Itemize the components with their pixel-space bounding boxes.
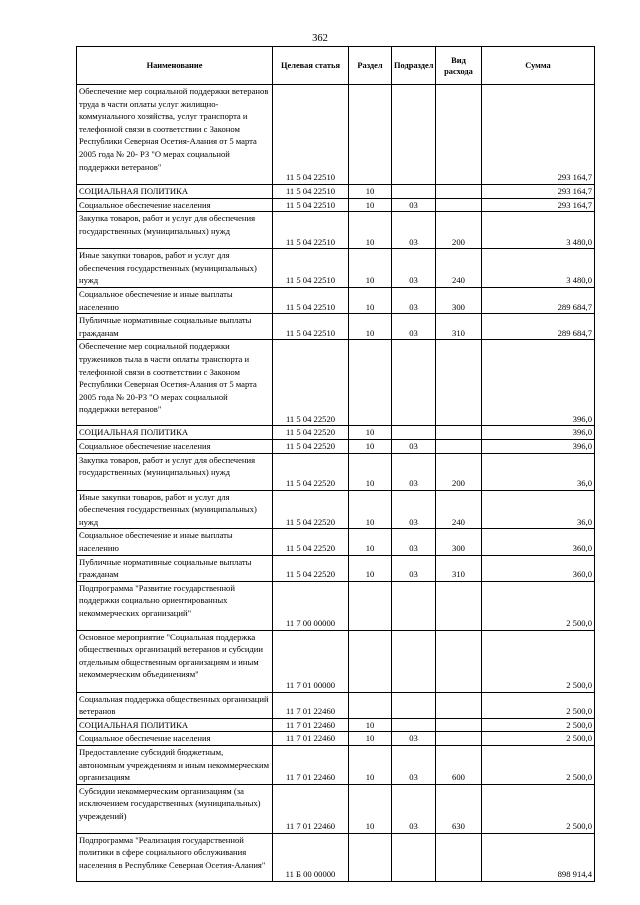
row-kind-cell — [436, 198, 482, 212]
table-row — [77, 185, 595, 199]
row-name-cell: Подпрограмма "Реализация государственной политики в сфере социального обслуживания населения в Республике Северная Осетия-Алания" — [77, 833, 273, 881]
row-code-cell: 11 5 04 22520 — [273, 555, 349, 581]
row-kind-cell — [436, 630, 482, 692]
header-code: Целевая статья — [273, 47, 349, 85]
row-kind-cell — [436, 581, 482, 630]
row-subsection-cell: 03 — [392, 453, 436, 490]
row-sum-cell: 293 164,7 — [482, 198, 595, 212]
row-code-cell: 11 7 01 22460 — [273, 784, 349, 833]
row-subsection-cell: 03 — [392, 287, 436, 313]
table-row — [77, 212, 595, 249]
row-code-cell: 11 5 04 22520 — [273, 490, 349, 529]
row-kind-cell: 310 — [436, 314, 482, 340]
row-section-cell: 10 — [349, 185, 392, 199]
row-sum-cell: 360,0 — [482, 555, 595, 581]
row-name-cell: Обеспечение мер социальной поддержки ветеранов труда в части оплаты услуг жилищно-коммунального хозяйства, услуг транспорта и телефонной связи в соответствии с Законом Республики Северная Осетия-Алания от 5 марта 2005 года № 20- РЗ "О мерах социальной поддержки ветеранов" — [77, 85, 273, 185]
row-subsection-cell — [392, 340, 436, 426]
table-row — [77, 490, 595, 529]
row-kind-cell — [436, 833, 482, 881]
row-code-cell: 11 5 04 22510 — [273, 249, 349, 288]
row-sum-cell: 36,0 — [482, 453, 595, 490]
table-row — [77, 692, 595, 718]
table-row — [77, 581, 595, 630]
table-row — [77, 784, 595, 833]
row-code-cell: 11 5 04 22510 — [273, 185, 349, 199]
row-kind-cell — [436, 718, 482, 732]
row-sum-cell: 289 684,7 — [482, 314, 595, 340]
row-subsection-cell: 03 — [392, 314, 436, 340]
row-subsection-cell: 03 — [392, 746, 436, 785]
row-subsection-cell: 03 — [392, 784, 436, 833]
row-name-cell: Закупка товаров, работ и услуг для обеспечения государственных (муниципальных) нужд — [77, 212, 273, 249]
row-section-cell: 10 — [349, 453, 392, 490]
table-row — [77, 85, 595, 185]
row-section-cell: 10 — [349, 746, 392, 785]
table-row — [77, 732, 595, 746]
table-row — [77, 529, 595, 555]
row-subsection-cell: 03 — [392, 249, 436, 288]
row-kind-cell: 240 — [436, 249, 482, 288]
row-kind-cell: 240 — [436, 490, 482, 529]
table-row — [77, 314, 595, 340]
row-kind-cell: 630 — [436, 784, 482, 833]
row-subsection-cell: 03 — [392, 212, 436, 249]
row-subsection-cell — [392, 185, 436, 199]
header-sum: Сумма — [482, 47, 595, 85]
row-code-cell: 11 5 04 22510 — [273, 314, 349, 340]
row-sum-cell: 289 684,7 — [482, 287, 595, 313]
row-subsection-cell — [392, 718, 436, 732]
row-code-cell: 11 5 04 22510 — [273, 198, 349, 212]
row-section-cell: 10 — [349, 529, 392, 555]
row-kind-cell — [436, 185, 482, 199]
row-sum-cell: 2 500,0 — [482, 581, 595, 630]
row-section-cell — [349, 581, 392, 630]
table-body — [77, 85, 595, 882]
row-subsection-cell: 03 — [392, 529, 436, 555]
row-section-cell: 10 — [349, 784, 392, 833]
table-header-row — [77, 47, 595, 85]
row-subsection-cell: 03 — [392, 490, 436, 529]
row-code-cell: 11 7 00 00000 — [273, 581, 349, 630]
row-code-cell: 11 7 01 22460 — [273, 746, 349, 785]
row-section-cell: 10 — [349, 287, 392, 313]
row-code-cell: 11 7 01 22460 — [273, 732, 349, 746]
table-row — [77, 340, 595, 426]
row-section-cell: 10 — [349, 249, 392, 288]
row-section-cell — [349, 630, 392, 692]
row-subsection-cell — [392, 85, 436, 185]
row-kind-cell: 300 — [436, 287, 482, 313]
row-section-cell — [349, 340, 392, 426]
row-code-cell: 11 7 01 22460 — [273, 692, 349, 718]
row-code-cell: 11 7 01 00000 — [273, 630, 349, 692]
row-code-cell: 11 5 04 22520 — [273, 426, 349, 440]
row-section-cell: 10 — [349, 555, 392, 581]
row-kind-cell — [436, 439, 482, 453]
row-sum-cell: 293 164,7 — [482, 185, 595, 199]
row-sum-cell: 396,0 — [482, 340, 595, 426]
row-name-cell: СОЦИАЛЬНАЯ ПОЛИТИКА — [77, 185, 273, 199]
row-sum-cell: 2 500,0 — [482, 630, 595, 692]
row-name-cell: Социальное обеспечение населения — [77, 198, 273, 212]
row-kind-cell — [436, 692, 482, 718]
row-name-cell: СОЦИАЛЬНАЯ ПОЛИТИКА — [77, 426, 273, 440]
row-name-cell: Социальное обеспечение и иные выплаты населению — [77, 529, 273, 555]
row-name-cell: Социальное обеспечение и иные выплаты населению — [77, 287, 273, 313]
budget-table — [76, 46, 595, 882]
row-kind-cell: 300 — [436, 529, 482, 555]
row-section-cell: 10 — [349, 490, 392, 529]
row-sum-cell: 36,0 — [482, 490, 595, 529]
row-sum-cell: 3 480,0 — [482, 249, 595, 288]
row-section-cell: 10 — [349, 439, 392, 453]
row-code-cell: 11 5 04 22510 — [273, 287, 349, 313]
row-section-cell: 10 — [349, 732, 392, 746]
row-name-cell: Публичные нормативные социальные выплаты гражданам — [77, 314, 273, 340]
row-sum-cell: 360,0 — [482, 529, 595, 555]
table-row — [77, 555, 595, 581]
row-subsection-cell: 03 — [392, 439, 436, 453]
row-section-cell: 10 — [349, 198, 392, 212]
row-sum-cell: 293 164,7 — [482, 85, 595, 185]
row-sum-cell: 2 500,0 — [482, 692, 595, 718]
table-row — [77, 198, 595, 212]
row-section-cell — [349, 85, 392, 185]
table-row — [77, 746, 595, 785]
row-sum-cell: 2 500,0 — [482, 784, 595, 833]
row-section-cell: 10 — [349, 718, 392, 732]
row-kind-cell — [436, 426, 482, 440]
row-sum-cell: 898 914,4 — [482, 833, 595, 881]
table-row — [77, 833, 595, 881]
table-row — [77, 453, 595, 490]
row-name-cell: Подпрограмма "Развитие государственной поддержки социально ориентированных некоммерческих организаций" — [77, 581, 273, 630]
row-code-cell: 11 Б 00 00000 — [273, 833, 349, 881]
table-row — [77, 630, 595, 692]
page-number: 362 — [312, 33, 328, 44]
row-section-cell: 10 — [349, 426, 392, 440]
row-code-cell: 11 7 01 22460 — [273, 718, 349, 732]
row-kind-cell: 200 — [436, 212, 482, 249]
table-row — [77, 426, 595, 440]
row-name-cell: Публичные нормативные социальные выплаты гражданам — [77, 555, 273, 581]
row-kind-cell: 200 — [436, 453, 482, 490]
row-name-cell: Иные закупки товаров, работ и услуг для обеспечения государственных (муниципальных) нужд — [77, 490, 273, 529]
row-code-cell: 11 5 04 22520 — [273, 439, 349, 453]
row-subsection-cell — [392, 581, 436, 630]
table-row — [77, 439, 595, 453]
row-sum-cell: 396,0 — [482, 439, 595, 453]
row-name-cell: Социальное обеспечение населения — [77, 439, 273, 453]
row-name-cell: Социальное обеспечение населения — [77, 732, 273, 746]
row-subsection-cell — [392, 833, 436, 881]
row-sum-cell: 3 480,0 — [482, 212, 595, 249]
header-section: Раздел — [349, 47, 392, 85]
row-kind-cell — [436, 340, 482, 426]
row-section-cell: 10 — [349, 314, 392, 340]
row-sum-cell: 396,0 — [482, 426, 595, 440]
header-name: Наименование — [77, 47, 273, 85]
row-kind-cell: 600 — [436, 746, 482, 785]
row-name-cell: Субсидии некоммерческим организациям (за исключением государственных (муниципальных) учреждений) — [77, 784, 273, 833]
row-code-cell: 11 5 04 22520 — [273, 340, 349, 426]
row-name-cell: Предоставление субсидий бюджетным, автономным учреждениям и иным некоммерческим организациям — [77, 746, 273, 785]
table-row — [77, 287, 595, 313]
row-code-cell: 11 5 04 22510 — [273, 85, 349, 185]
row-subsection-cell: 03 — [392, 732, 436, 746]
row-sum-cell: 2 500,0 — [482, 718, 595, 732]
row-name-cell: Обеспечение мер социальной поддержки тружеников тыла в части оплаты транспорта и телефонной связи в соответствии с Законом Республики Северная Осетия-Алания от 5 марта 2005 года № 20-РЗ "О мерах социальной поддержки ветеранов" — [77, 340, 273, 426]
row-kind-cell: 310 — [436, 555, 482, 581]
row-name-cell: Социальная поддержка общественных организаций ветеранов — [77, 692, 273, 718]
row-code-cell: 11 5 04 22520 — [273, 453, 349, 490]
row-subsection-cell — [392, 630, 436, 692]
row-sum-cell: 2 500,0 — [482, 746, 595, 785]
row-subsection-cell — [392, 692, 436, 718]
header-kind: Вид расхода — [436, 47, 482, 85]
row-name-cell: Основное мероприятие "Социальная поддержка общественных организаций ветеранов и субсидии отдельным общественным организациям и иным некоммерческим объединениям" — [77, 630, 273, 692]
row-subsection-cell — [392, 426, 436, 440]
header-subsection: Подраздел — [392, 47, 436, 85]
row-section-cell: 10 — [349, 212, 392, 249]
row-section-cell — [349, 692, 392, 718]
row-kind-cell — [436, 732, 482, 746]
row-kind-cell — [436, 85, 482, 185]
row-subsection-cell: 03 — [392, 555, 436, 581]
row-name-cell: Иные закупки товаров, работ и услуг для обеспечения государственных (муниципальных) нужд — [77, 249, 273, 288]
table-row — [77, 249, 595, 288]
row-code-cell: 11 5 04 22510 — [273, 212, 349, 249]
row-section-cell — [349, 833, 392, 881]
row-code-cell: 11 5 04 22520 — [273, 529, 349, 555]
table-row — [77, 718, 595, 732]
row-sum-cell: 2 500,0 — [482, 732, 595, 746]
row-subsection-cell: 03 — [392, 198, 436, 212]
row-name-cell: Закупка товаров, работ и услуг для обеспечения государственных (муниципальных) нужд — [77, 453, 273, 490]
row-name-cell: СОЦИАЛЬНАЯ ПОЛИТИКА — [77, 718, 273, 732]
